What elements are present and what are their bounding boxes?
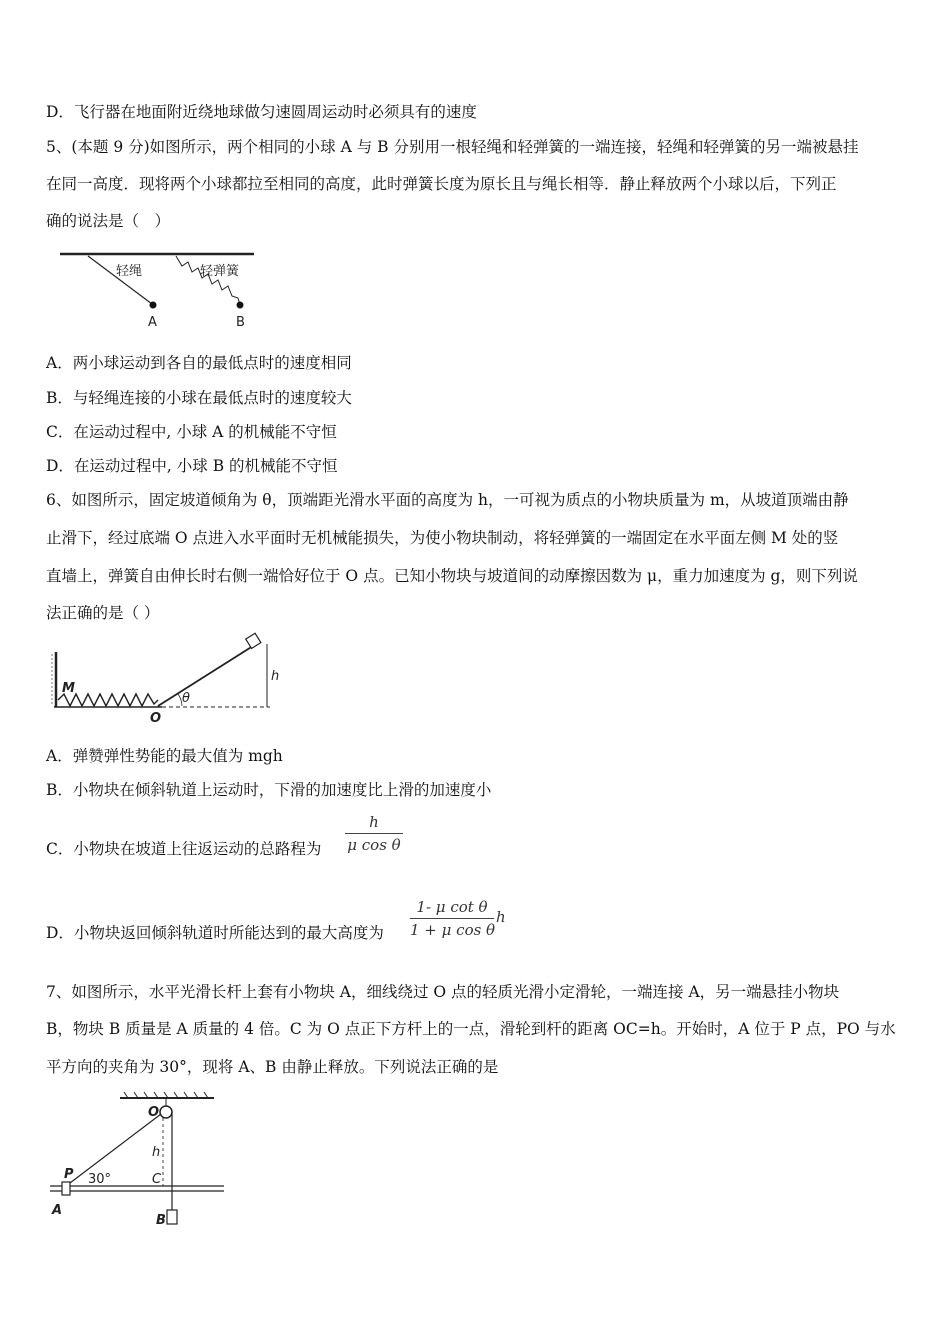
q5-label-b: B — [236, 315, 245, 330]
q6-label-h: h — [271, 669, 280, 684]
q6-slope — [158, 644, 256, 706]
q7-label-b: B — [156, 1213, 166, 1228]
q5-ball-a — [150, 302, 157, 309]
q7-pulley — [160, 1106, 172, 1118]
q7-label-p: P — [64, 1167, 74, 1182]
q5-option-a: A．两小球运动到各自的最低点时的速度相同 — [46, 354, 352, 372]
q6-stem-line-4: 法正确的是（ ） — [46, 604, 160, 622]
q6-option-a: A．弹赞弹性势能的最大值为 mgh — [46, 747, 283, 765]
q7-figure — [48, 1090, 228, 1230]
q6-stem-line-1: 6、如图所示，固定坡道倾角为 θ，顶端距光滑水平面的高度为 h，一可视为质点的小物块质量为 m，从坡道顶端由静 — [46, 491, 849, 509]
q6-block — [246, 633, 261, 648]
q6-option-c-fraction — [345, 813, 403, 854]
q6-figure — [50, 632, 280, 727]
q7-label-h: h — [152, 1145, 161, 1160]
q6-option-d-fraction — [410, 898, 494, 939]
q6-label-o: O — [150, 711, 162, 726]
q6-stem-line-3: 直墙上，弹簧自由伸长时右侧一端恰好位于 O 点。已知小物块与坡道间的动摩擦因数为 μ，重力加速度为 g，则下列说 — [46, 567, 858, 585]
q5-figure — [58, 248, 258, 333]
q7-label-angle: 30° — [88, 1172, 112, 1187]
q7-stem-line-1: 7、如图所示，水平光滑长杆上套有小物块 A，细线绕过 O 点的轻质光滑小定滑轮，一端连接 A，另一端悬挂小物块 — [46, 983, 840, 1001]
q6-option-d-numerator: 1- μ cot θ — [416, 898, 488, 916]
q6-option-d: D．小物块返回倾斜轨道时所能达到的最大高度为 — [46, 924, 384, 942]
q4-option-d: D．飞行器在地面附近绕地球做匀速圆周运动时必须具有的速度 — [46, 103, 477, 121]
q7-block-b — [167, 1210, 177, 1224]
q7-label-a: A — [52, 1203, 63, 1218]
q7-stem-line-2: B，物块 B 质量是 A 质量的 4 倍。C 为 O 点正下方杆上的一点，滑轮到杆的距离 OC=h。开始时，A 位于 P 点，PO 与水 — [46, 1020, 896, 1038]
q6-option-c-denominator: μ cos θ — [347, 836, 401, 854]
q7-block-a — [62, 1182, 70, 1195]
q5-stem-line-2: 在同一高度．现将两个小球都拉至相同的高度，此时弹簧长度为原长且与绳长相等．静止释放两个小球以后，下列正 — [46, 175, 837, 193]
q5-option-b: B．与轻绳连接的小球在最低点时的速度较大 — [46, 389, 352, 407]
q7-string-to-a — [66, 1114, 161, 1186]
q6-option-d-suffix: h — [496, 908, 506, 926]
q6-option-b: B．小物块在倾斜轨道上运动时，下滑的加速度比上滑的加速度小 — [46, 781, 492, 799]
q7-label-c: C — [152, 1172, 162, 1187]
q5-stem-line-3: 确的说法是（ ） — [46, 212, 171, 230]
q7-label-o: O — [148, 1105, 160, 1120]
q5-label-rope: 轻绳 — [116, 264, 143, 279]
q5-ball-b — [237, 302, 244, 309]
q7-stem-line-3: 平方向的夹角为 30°，现将 A、B 由静止释放。下列说法正确的是 — [46, 1058, 499, 1076]
q5-option-c: C．在运动过程中, 小球 A 的机械能不守恒 — [46, 423, 337, 441]
q6-option-c: C．小物块在坡道上往返运动的总路程为 — [46, 840, 322, 858]
q6-stem-line-2: 止滑下，经过底端 O 点进入水平面时无机械能损失，为使小物块制动，将轻弹簧的一端固定在水平面左侧 M 处的竖 — [46, 529, 839, 547]
q6-option-c-numerator: h — [369, 813, 379, 831]
q5-stem-line-1: 5、(本题 9 分)如图所示，两个相同的小球 A 与 B 分别用一根轻绳和轻弹簧的一端连接，轻绳和轻弹簧的另一端被悬挂 — [46, 138, 859, 156]
q6-label-m: M — [62, 681, 75, 696]
q5-option-d: D．在运动过程中, 小球 B 的机械能不守恒 — [46, 457, 338, 475]
q5-label-spring: 轻弹簧 — [200, 264, 240, 279]
q5-label-a: A — [148, 315, 157, 330]
q6-label-theta: θ — [182, 691, 190, 706]
q6-option-d-denominator: 1 + μ cos θ — [410, 921, 496, 939]
